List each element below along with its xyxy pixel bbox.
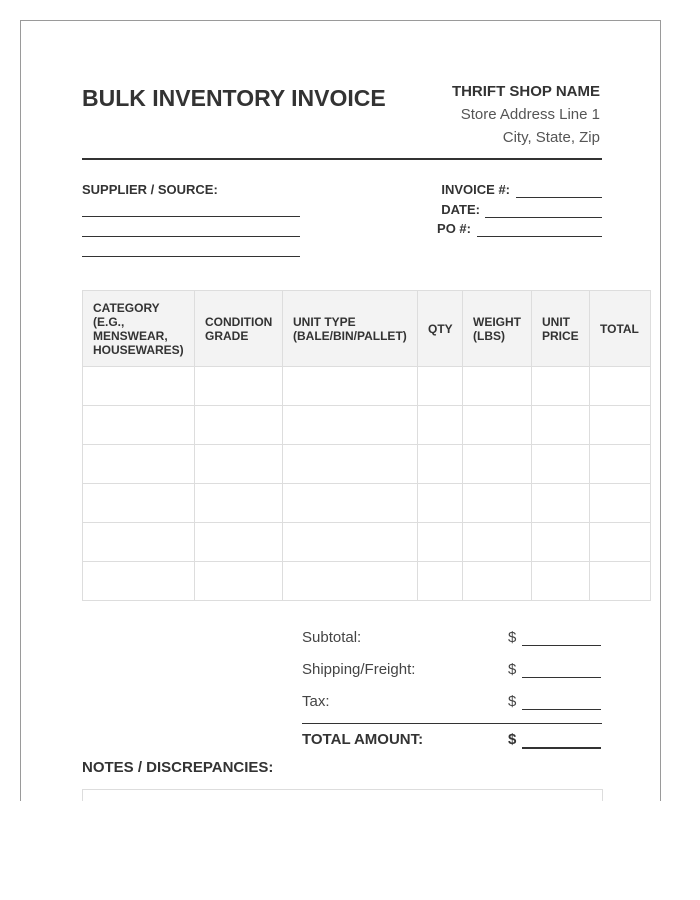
- tax-label: Tax:: [302, 693, 330, 710]
- table-cell[interactable]: [195, 445, 283, 484]
- table-cell[interactable]: [532, 562, 590, 601]
- invoice-number-label: INVOICE #:: [441, 182, 510, 197]
- shop-address: Store Address Line 1: [460, 106, 600, 123]
- table-cell[interactable]: [418, 367, 463, 406]
- total-currency: $: [508, 731, 517, 748]
- supplier-line-1[interactable]: [82, 216, 300, 217]
- table-cell[interactable]: [283, 562, 418, 601]
- table-cell[interactable]: [418, 406, 463, 445]
- table-cell[interactable]: [418, 562, 463, 601]
- line-items-table: [82, 290, 651, 601]
- table-row: [83, 562, 651, 601]
- tax-currency: $: [508, 693, 517, 710]
- table-cell[interactable]: [195, 562, 283, 601]
- invoice-number-field[interactable]: [516, 197, 602, 198]
- table-cell[interactable]: [463, 445, 532, 484]
- table-cell[interactable]: [463, 484, 532, 523]
- column-header-unit-price: UNIT PRICE: [532, 291, 590, 367]
- table-header-row: [83, 291, 651, 367]
- table-cell[interactable]: [83, 523, 195, 562]
- table-cell[interactable]: [418, 445, 463, 484]
- table-cell[interactable]: [418, 484, 463, 523]
- column-header-condition-grade: CONDITION GRADE: [195, 291, 283, 367]
- subtotal-currency: $: [508, 629, 517, 646]
- table-cell[interactable]: [463, 562, 532, 601]
- table-cell[interactable]: [463, 523, 532, 562]
- table-cell[interactable]: [532, 445, 590, 484]
- notes-label: NOTES / DISCREPANCIES:: [82, 759, 274, 776]
- shipping-currency: $: [508, 661, 517, 678]
- table-cell[interactable]: [418, 523, 463, 562]
- table-row: [83, 367, 651, 406]
- invoice-page: [20, 20, 661, 801]
- shipping-field[interactable]: [522, 677, 601, 678]
- document-title: BULK INVENTORY INVOICE: [82, 85, 386, 111]
- table-cell[interactable]: [463, 406, 532, 445]
- column-header-total: TOTAL: [590, 291, 651, 367]
- table-cell[interactable]: [532, 367, 590, 406]
- table-cell[interactable]: [195, 367, 283, 406]
- total-amount-label: TOTAL AMOUNT:: [302, 731, 424, 748]
- date-field[interactable]: [485, 217, 602, 218]
- table-cell[interactable]: [83, 406, 195, 445]
- table-row: [83, 445, 651, 484]
- table-cell[interactable]: [83, 445, 195, 484]
- po-number-field[interactable]: [477, 236, 602, 237]
- total-divider: [302, 723, 602, 724]
- supplier-line-2[interactable]: [82, 236, 300, 237]
- table-cell[interactable]: [83, 484, 195, 523]
- table-cell[interactable]: [590, 523, 651, 562]
- supplier-label: SUPPLIER / SOURCE:: [82, 182, 218, 197]
- date-label: DATE:: [441, 202, 480, 217]
- table-cell[interactable]: [590, 367, 651, 406]
- table-cell[interactable]: [195, 484, 283, 523]
- table-cell[interactable]: [463, 367, 532, 406]
- po-number-label: PO #:: [437, 221, 471, 236]
- table-cell[interactable]: [532, 523, 590, 562]
- column-header-weight: WEIGHT (LBS): [463, 291, 532, 367]
- column-header-category: CATEGORY (E.G., MENSWEAR, HOUSEWARES): [83, 291, 195, 367]
- column-header-qty: QTY: [418, 291, 463, 367]
- subtotal-field[interactable]: [522, 645, 601, 646]
- shipping-label: Shipping/Freight:: [302, 661, 416, 678]
- column-header-unit-type: UNIT TYPE (BALE/BIN/PALLET): [283, 291, 418, 367]
- total-amount-field[interactable]: [522, 747, 601, 749]
- supplier-line-3[interactable]: [82, 256, 300, 257]
- table-cell[interactable]: [195, 523, 283, 562]
- header-divider: [82, 158, 602, 160]
- table-cell[interactable]: [283, 367, 418, 406]
- table-row: [83, 523, 651, 562]
- table-cell[interactable]: [283, 523, 418, 562]
- table-cell[interactable]: [590, 562, 651, 601]
- tax-field[interactable]: [522, 709, 601, 710]
- table-cell[interactable]: [590, 406, 651, 445]
- table-cell[interactable]: [83, 562, 195, 601]
- table-cell[interactable]: [283, 484, 418, 523]
- table-row: [83, 484, 651, 523]
- subtotal-label: Subtotal:: [302, 629, 362, 646]
- table-cell[interactable]: [83, 367, 195, 406]
- table-cell[interactable]: [195, 406, 283, 445]
- table-cell[interactable]: [590, 445, 651, 484]
- shop-city-state-zip: City, State, Zip: [502, 129, 600, 146]
- table-row: [83, 406, 651, 445]
- table-cell[interactable]: [283, 406, 418, 445]
- shop-name: THRIFT SHOP NAME: [451, 83, 600, 100]
- table-cell[interactable]: [532, 406, 590, 445]
- table-cell[interactable]: [590, 484, 651, 523]
- table-cell[interactable]: [532, 484, 590, 523]
- notes-field[interactable]: [82, 789, 603, 801]
- table-cell[interactable]: [283, 445, 418, 484]
